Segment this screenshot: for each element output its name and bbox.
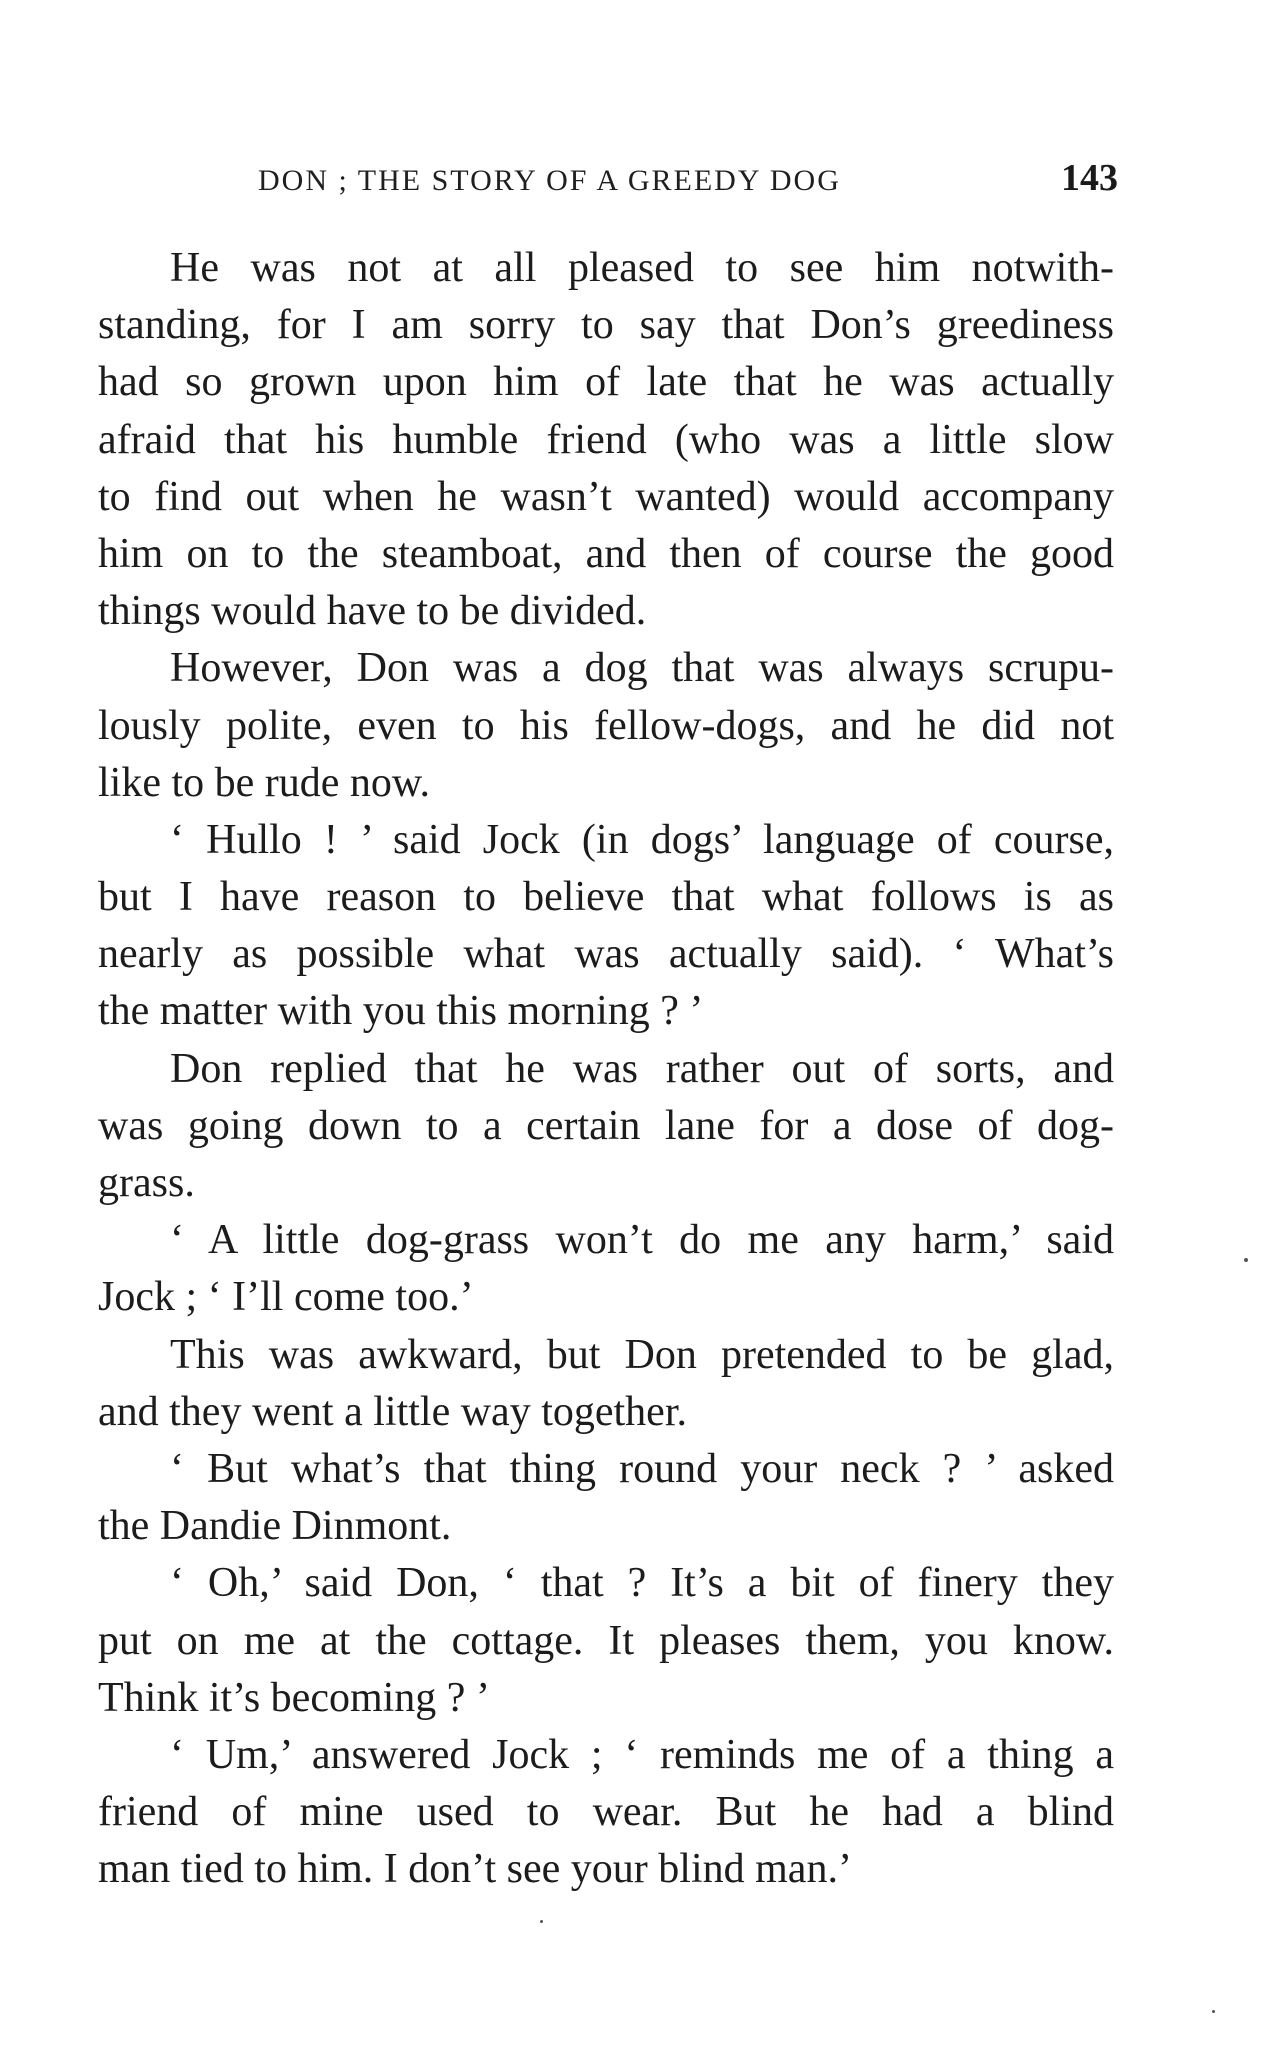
text-line: ‘ Oh,’ said Don, ‘ that ? It’s a bit of finery they xyxy=(170,1560,1114,1607)
ink-speck xyxy=(1212,2010,1215,2013)
text-line: things would have to be divided. xyxy=(98,588,647,635)
text-line: standing, for I am sorry to say that Don’s greediness xyxy=(98,302,1114,349)
text-line: to find out when he wasn’t wanted) would accompany xyxy=(98,473,1114,520)
ink-speck xyxy=(1244,1258,1248,1262)
text-line: ‘ Hullo ! ’ said Jock (in dogs’ language of course, xyxy=(170,816,1114,863)
text-line: Think it’s becoming ? ’ xyxy=(98,1674,490,1721)
ink-speck xyxy=(540,1920,543,1923)
body-text xyxy=(98,240,1114,1898)
running-title: DON ; THE STORY OF A GREEDY DOG xyxy=(258,164,841,197)
text-line: the matter with you this morning ? ’ xyxy=(98,988,704,1035)
text-line: like to be rude now. xyxy=(98,759,431,806)
text-line: ‘ But what’s that thing round your neck ? ’ asked xyxy=(170,1445,1114,1492)
text-line: ‘ A little dog-grass won’t do me any harm,’ said xyxy=(170,1217,1114,1264)
text-line: Jock ; ‘ I’ll come too.’ xyxy=(98,1274,474,1321)
text-line: However, Don was a dog that was always scrupu- xyxy=(170,645,1114,692)
text-line: was going down to a certain lane for a dose of dog- xyxy=(98,1102,1114,1149)
text-line: had so grown upon him of late that he was actually xyxy=(98,359,1114,406)
text-line: put on me at the cottage. It pleases them, you know. xyxy=(98,1617,1114,1664)
running-head xyxy=(258,156,1118,206)
text-line: nearly as possible what was actually said). ‘ What’s xyxy=(98,931,1114,978)
text-line: him on to the steamboat, and then of course the good xyxy=(98,530,1114,577)
text-line: lously polite, even to his fellow-dogs, and he did not xyxy=(98,702,1114,749)
text-line: the Dandie Dinmont. xyxy=(98,1503,452,1550)
text-line: This was awkward, but Don pretended to be glad, xyxy=(170,1331,1114,1378)
text-line: ‘ Um,’ answered Jock ; ‘ reminds me of a thing a xyxy=(170,1731,1114,1778)
text-line: He was not at all pleased to see him notwith- xyxy=(170,245,1114,291)
text-line: and they went a little way together. xyxy=(98,1388,687,1435)
text-line: man tied to him. I don’t see your blind man.’ xyxy=(98,1846,852,1893)
text-line: Don replied that he was rather out of sorts, and xyxy=(170,1045,1114,1092)
text-line: but I have reason to believe that what follows is as xyxy=(98,874,1114,921)
text-line: friend of mine used to wear. But he had a blind xyxy=(98,1789,1114,1836)
page-number: 143 xyxy=(1061,157,1118,199)
text-line: afraid that his humble friend (who was a little slow xyxy=(98,416,1114,463)
text-line: grass. xyxy=(98,1160,195,1206)
